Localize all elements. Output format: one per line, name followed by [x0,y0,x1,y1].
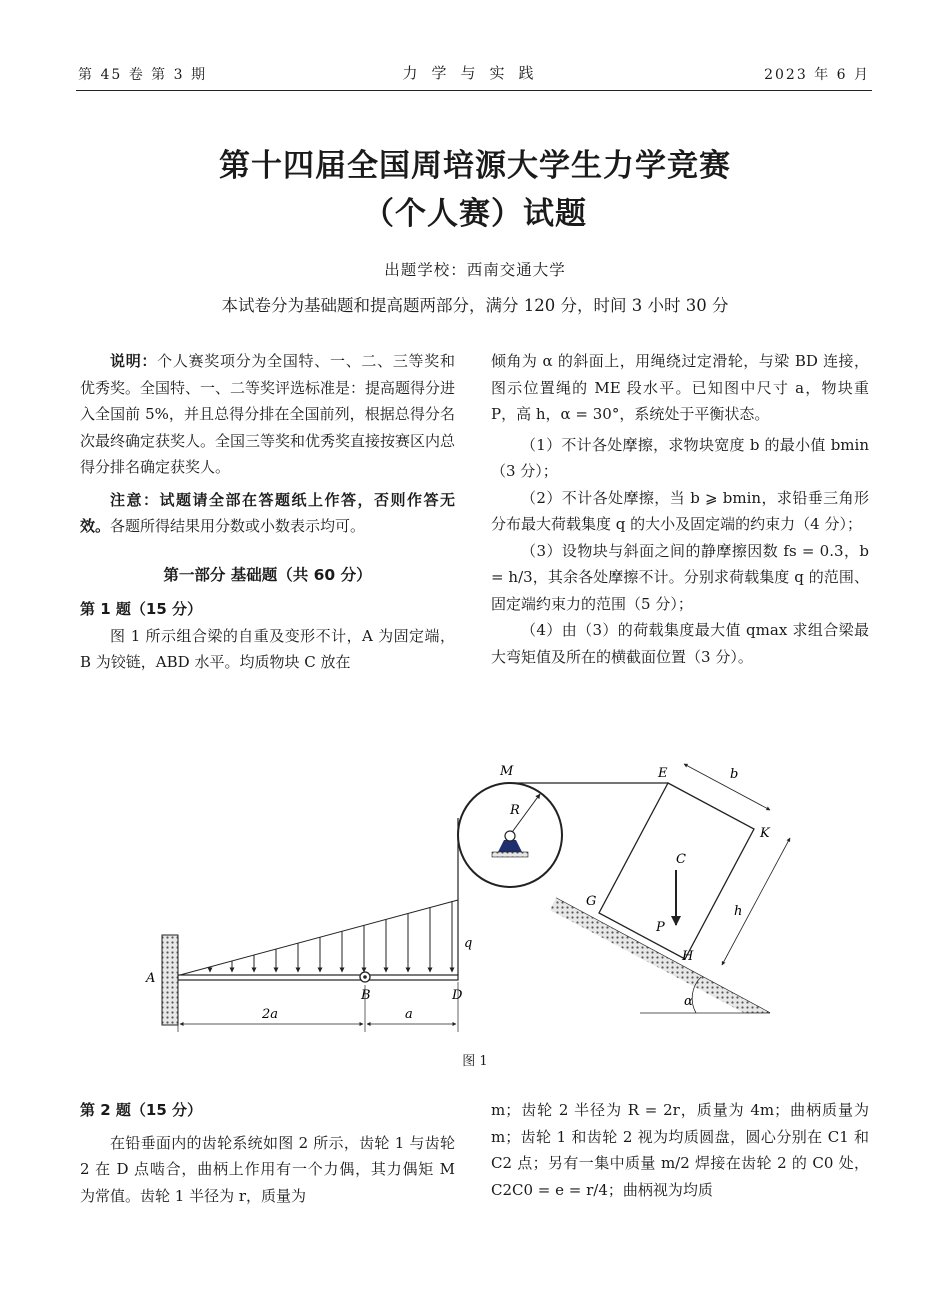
attention-label: 注意： [110,490,160,509]
label-c: C [676,852,686,867]
label-m: M [500,764,514,779]
label-p: P [656,920,665,935]
q2-right [491,1097,869,1203]
label-k: K [760,826,770,841]
beam-abd [178,975,458,980]
label-b: b [730,767,739,782]
q1-part4: （4）由（3）的荷载集度最大值 qmax 求组合梁最大弯矩值及所在的横截面位置（3 分）。 [491,621,869,666]
label-a-point: A [146,971,156,986]
attention-paragraph [80,487,455,540]
page-subtitle: （个人赛）试题 [363,196,587,232]
label-e: E [658,766,668,781]
q2-text-left: 在铅垂面内的齿轮系统如图 2 所示，齿轮 1 与齿轮 2 在 D 点啮合，曲柄上作用有一个力偶，其力偶矩 M 为常值。齿轮 1 半径为 r，质量为 [80,1133,455,1205]
note-text: 个人赛奖项分为全国特、一、二、三等奖和优秀奖。全国特、一、二等奖评选标准是：提高题得分进入全国前 5%，并且总得分排在全国前列，根据总得分名次最终确定获奖人。全国三等奖和优秀奖直接按赛区内总得分排名确定获奖人。 [80,352,456,476]
q1-part2: （2）不计各处摩擦，当 b ⩾ bmin，求铅垂三角形分布最大荷载集度 q 的大小及固定端的约束力（4 分）； [491,488,869,533]
label-2a: 2a [262,1007,279,1022]
q2-text-right: m；齿轮 2 半径为 R = 2r，质量为 4m；曲柄质量为 m；齿轮 1 和齿轮 2 视为均质圆盘，圆心分别在 C1 和 C2 点；另有一集中质量 m/2 焊接在齿轮 2 的 C0 处，C2C0 = e = r/4；曲柄视为均质 [491,1101,869,1199]
figure-1 [140,760,800,1040]
note-label: 说明： [110,352,158,370]
label-alpha: α [684,994,693,1009]
load-envelope [180,900,458,975]
q2-heading: 第 2 题（15 分） [80,1101,202,1119]
attention-text: 各题所得结果用分数或小数表示均可。 [110,517,366,535]
left-column [80,348,455,676]
journal-date: 2023 年 6 月 [764,67,870,83]
figure-caption: 图 1 [462,1054,488,1069]
section-title: 第一部分 基础题（共 60 分） [163,565,372,584]
label-h-point: H [682,949,694,964]
pulley-support [498,840,522,852]
header-rule [76,90,872,91]
label-r: R [510,803,520,818]
right-column [491,348,869,670]
label-a: a [405,1007,413,1022]
label-d-point: D [452,988,463,1003]
page-title: 第十四届全国周培源大学生力学竞赛 [219,148,731,184]
setter-school: 出题学校：西南交通大学 [384,261,566,279]
label-g: G [586,894,597,909]
label-b-point: B [361,988,371,1003]
fixed-wall [162,935,178,1025]
q1-intro: 图 1 所示组合梁的自重及变形不计，A 为固定端，B 为铰链，ABD 水平。均质物块 C 放在 [80,626,455,671]
note-paragraph [80,348,455,481]
attention-bold: 试题请全部在答题纸上作答，否则作答无效。 [80,490,455,535]
journal-title: 力学与实践 [402,64,548,82]
q1-continuation: 倾角为 α 的斜面上，用绳绕过定滑轮，与梁 BD 连接，图示位置绳的 ME 段水平。已知图中尺寸 a，物块重 P，高 h，α = 30°，系统处于平衡状态。 [491,352,869,423]
label-h: h [734,904,743,919]
exam-info: 本试卷分为基础题和提高题两部分，满分 120 分，时间 3 小时 30 分 [221,296,729,315]
journal-volume: 第 45 卷 第 3 期 [78,67,207,83]
q2-left [80,1097,455,1209]
q1-part1: （1）不计各处摩擦，求物块宽度 b 的最小值 bmin（3 分）； [491,435,869,480]
label-q: q [464,936,473,951]
q1-heading: 第 1 题（15 分） [80,600,202,618]
q1-part3: （3）设物块与斜面之间的静摩擦因数 fs = 0.3，b = h/3，其余各处摩擦不计。分别求荷载集度 q 的范围、固定端约束力的范围（5 分）； [491,541,869,613]
